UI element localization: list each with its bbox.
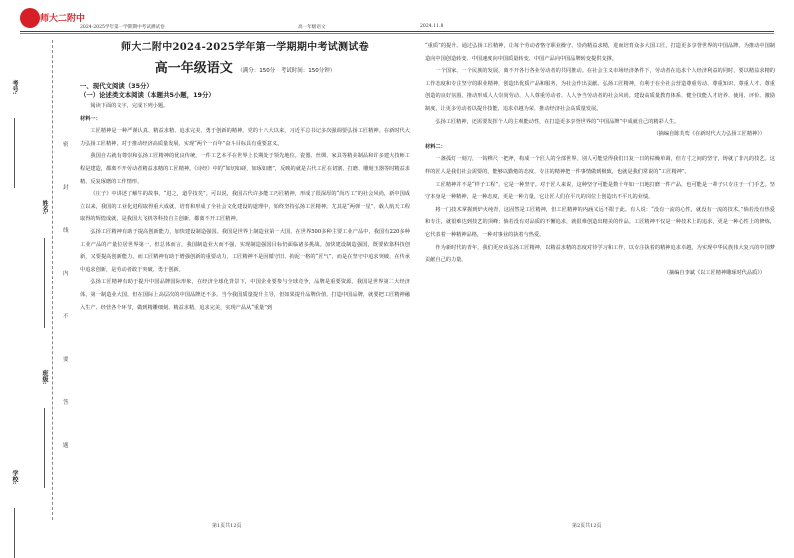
paragraph: 弘扬工匠精神有助于提升中国品牌国际形象，在经济全球化背景下，中国企业要参与全球竞争，品牌是重要资源。我国是世界第二大经济体，第一制造业大国，但在国际上高层次的中国品牌还不多。当今我国质量提升主导，但如果提升品牌价值，打造中国品牌，就要把工匠精神融入生产、经营各个环节，做到精雕细刻、精益求精，追求完美，实现产品从“重量”到 bbox=[80, 279, 410, 311]
paragraph: 作为新时代的青年，我们更应该弘扬工匠精神，以精益求精的态度对待学习和工作，以专注执着的精神追求卓越，为实现中华民族伟大复兴的中国梦贡献自己的力量。 bbox=[425, 244, 775, 264]
seal-dashed-line bbox=[52, 40, 53, 520]
paragraph: 弘扬工匠精神有助于提高创新能力，加快建设制造强国。我国是世界上制造业第一大国，在世界500多种主要工业产品中，我国有220多种工业产品的产量位居世界第一，但总体而言，我国制造业大而不强，实现制造强国目标仍面临诸多挑战。加快建设制造强国，既要依靠科技创新，又要提高创新能力，而工匠精神有助于增强创新的重要动力，工匠精神不是因循守旧、拘泥一格的“匠气”，而是在坚守中追求突破，在传承中追求创新，是劳动者敢于突破、勇于创新。 bbox=[80, 228, 410, 273]
right-page bbox=[425, 40, 775, 279]
header-rule-thin bbox=[20, 33, 774, 34]
paragraph: 一个国家、一个民族的发展，离不开各行各业劳动者的共同推动。在社会主义市场经济条件下，劳动者在追求个人经济利益的同时，要以精益求精的工作态度和专注坚守的职业精神，创造出优质产品和服务，为社会作出贡献。弘扬工匠精神，有利于在全社会营造尊重劳动、尊重知识、尊重人才、尊重创造的良好氛围，推动形成人人崇尚劳动、人人尊重劳动者、人人争当劳动者的社会风尚。建设高质量教育体系、健全技能人才培养、使用、评价、激励制度，让更多劳动者以提升技能、追求卓越为荣，推动经济社会高质量发展。 bbox=[425, 68, 775, 112]
page-number-left: 第1页共12页 bbox=[212, 523, 242, 529]
instruction: 阅读下面的文字，完成下列小题。 bbox=[90, 103, 169, 109]
name-line[interactable] bbox=[44, 238, 45, 328]
field-name: 姓名: bbox=[41, 200, 48, 215]
exam-meta: （满分：150分 考试时间：150分钟） bbox=[237, 68, 336, 74]
seal-char: 线 bbox=[63, 228, 69, 234]
header-rule bbox=[20, 31, 774, 32]
subsection-heading: （一）论述类文本阅读（本题共5小题，19分） bbox=[80, 91, 215, 99]
material-2-label: 材料二： bbox=[425, 143, 446, 150]
subject-title: 高一年级语文 bbox=[154, 61, 233, 76]
paragraph: 将一门技术掌握到炉火纯青，这固然是工匠精神，但工匠精神的内涵又远不限于此。有人说：“没有一流的心性，就没有一流的技术。”倘若没有热爱和专注，就很难达到技艺的顶峰；倘若没有对品质的不懈追求，就很难创造出精美的作品。工匠精神不仅是一种技术上的追求，更是一种心性上的修炼，它代表着一种精神品格，一种对事业的执着与热爱。 bbox=[425, 206, 775, 238]
seal-char: 密 bbox=[63, 142, 69, 148]
logo-emblem bbox=[20, 8, 40, 28]
material-1-label: 材料一： bbox=[80, 115, 101, 122]
seal-char: 内 bbox=[63, 271, 69, 277]
exam-subtitle bbox=[80, 57, 410, 76]
class-line[interactable] bbox=[44, 408, 45, 488]
paragraph: 我国自古就有尊崇和弘扬工匠精神的优良传统，一件工艺本平在世界上长期处于领先地位。瓷器、丝绸、家具等精美制品和许多建大技师工程是建造，都离不开劳动者精益求精的工匠精神。《诗经》中的“如切如磋，如琢如磨”，反映的就是古代工匠在切割、打磨、雕刻玉器等时精益求精、反复琢磨的工作情形。 bbox=[80, 153, 410, 185]
header-date: 2024.11.8 bbox=[420, 24, 444, 29]
left-page bbox=[80, 38, 410, 314]
school-logo bbox=[20, 8, 86, 30]
paragraph: 弘扬工匠精神，还需要发挥个人的主观能动性，在打造更多享誉世界的“中国品牌”中成就自己的精彩人生。 bbox=[435, 118, 680, 125]
seal-char: 题 bbox=[63, 443, 69, 449]
header-exam-line: 2024-2025学年第一学期期中考试测试卷 bbox=[80, 25, 165, 30]
paragraph: 《庄子》中讲述了解牛的故事，“进之，道乎技矣”。可以说，我国古代许多能工巧匠精神，形成了很深厚的“尚巧工”的社会风尚，新中国成立以来，我国的工业化进程取得重大成就，培育和形成了全社会文化建设的道理中，始终坚持弘扬工匠精神。尤其是“两弹一星”、载人航天工程取得的辉煌成就，是我国大飞机等科技自主创新，都离不开工匠精神。 bbox=[80, 191, 410, 223]
seal-char: 不 bbox=[63, 314, 69, 320]
exam-number-line[interactable] bbox=[14, 118, 15, 188]
paragraph: “重质”的提升。通过弘扬工匠精神，让每个劳动者恪守职业操守、崇尚精益求精，进而培育众多大国工匠，打造更多享誉世界的中国品牌，为推动中国制造向中国创造转变、中国速度向中国质量转变、中国产品向中国品牌转变提供支撑。 bbox=[425, 43, 775, 62]
section-heading: 一、现代文阅读（35分） bbox=[80, 82, 153, 90]
seal-char: 封 bbox=[63, 185, 69, 191]
paragraph: 工匠精神并不是“样子工程”，它是一种坚守。对于匠人来说，这种坚守可能是数十年如一日地打磨一件产品，也可能是一辈子只专注于一门手艺。坚守本身是一种精神，是一种态度，更是一种力量，它让匠人们在平凡的岗位上创造出不平凡的业绩。 bbox=[425, 181, 775, 201]
seal-char: 要 bbox=[63, 357, 69, 363]
field-school: 学校: bbox=[11, 470, 18, 485]
source-citation-1: （摘编自陈芙鸾《在新时代大力弘扬工匠精神》） bbox=[653, 131, 765, 138]
logo-text: 师大二附中 bbox=[40, 14, 86, 24]
school-line[interactable] bbox=[14, 508, 15, 558]
seal-char: 答 bbox=[63, 400, 69, 406]
field-exam-number: 考号: bbox=[11, 80, 18, 95]
paragraph: 工匠精神是一种严谨认真、精益求精、追求完美、勇于创新的精神。党的十八大以来，习近平总书记多次强调要弘扬工匠精神。在新时代大力弘扬工匠精神，对于推动经济高质量发展、实现“两个一百年”奋斗目标具有重要意义。 bbox=[80, 128, 410, 147]
exam-title: 师大二附中2024-2025学年第一学期期中考试测试卷 bbox=[121, 42, 369, 53]
field-class: 班级: bbox=[41, 370, 48, 385]
source-citation-2: （摘编自李斌《以工匠精神雕琢时代品质》） bbox=[663, 269, 765, 276]
paragraph: 一盏孤灯一刻刀，一钩榫尺一把斧，构成一个匠人的全部世界。别人可能觉得我们日复一日的枯燥单调，但方寸之间的坚守，铸就了非凡的技艺。这样的匠人是我们社会需要的，能够以勤勉的态度、专注的精神把一件事情做到极致，也就是我们常说的“工匠精神”。 bbox=[425, 156, 775, 175]
header-grade: 高一年级语文 bbox=[298, 25, 326, 30]
page-number-right: 第2页共12页 bbox=[572, 523, 602, 529]
